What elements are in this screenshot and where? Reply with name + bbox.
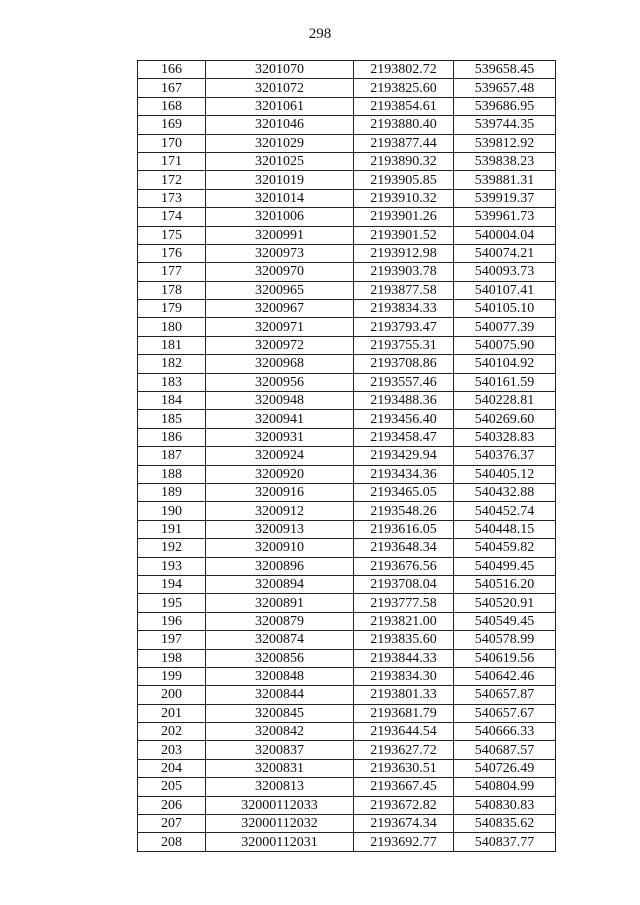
y-coordinate-cell: 539657.48 [454, 79, 556, 97]
table-row [138, 208, 556, 226]
point-id-cell: 3201072 [206, 79, 354, 97]
table-row [138, 612, 556, 630]
point-id-cell: 3200971 [206, 318, 354, 336]
y-coordinate-cell: 540074.21 [454, 244, 556, 262]
row-number-cell: 179 [138, 300, 206, 318]
point-id-cell: 3201061 [206, 97, 354, 115]
y-coordinate-cell: 540578.99 [454, 631, 556, 649]
point-id-cell: 32000112031 [206, 833, 354, 851]
point-id-cell: 3200856 [206, 649, 354, 667]
y-coordinate-cell: 540432.88 [454, 483, 556, 501]
row-number-cell: 204 [138, 759, 206, 777]
x-coordinate-cell: 2193667.45 [354, 778, 454, 796]
point-id-cell: 3201070 [206, 61, 354, 79]
row-number-cell: 189 [138, 483, 206, 501]
row-number-cell: 192 [138, 539, 206, 557]
x-coordinate-cell: 2193903.78 [354, 263, 454, 281]
table-row [138, 759, 556, 777]
point-id-cell: 3200948 [206, 392, 354, 410]
table-row [138, 318, 556, 336]
y-coordinate-cell: 540107.41 [454, 281, 556, 299]
row-number-cell: 200 [138, 686, 206, 704]
point-id-cell: 3200991 [206, 226, 354, 244]
table-row [138, 263, 556, 281]
x-coordinate-cell: 2193456.40 [354, 410, 454, 428]
y-coordinate-cell: 540726.49 [454, 759, 556, 777]
y-coordinate-cell: 540376.37 [454, 447, 556, 465]
point-id-cell: 3200913 [206, 520, 354, 538]
point-id-cell: 3201046 [206, 116, 354, 134]
point-id-cell: 3200973 [206, 244, 354, 262]
x-coordinate-cell: 2193877.44 [354, 134, 454, 152]
y-coordinate-cell: 540837.77 [454, 833, 556, 851]
table-row [138, 557, 556, 575]
row-number-cell: 199 [138, 667, 206, 685]
x-coordinate-cell: 2193825.60 [354, 79, 454, 97]
table-row [138, 447, 556, 465]
y-coordinate-cell: 540835.62 [454, 815, 556, 833]
x-coordinate-cell: 2193708.86 [354, 355, 454, 373]
y-coordinate-cell: 540093.73 [454, 263, 556, 281]
y-coordinate-cell: 540077.39 [454, 318, 556, 336]
row-number-cell: 188 [138, 465, 206, 483]
y-coordinate-cell: 540328.83 [454, 428, 556, 446]
x-coordinate-cell: 2193676.56 [354, 557, 454, 575]
table-row [138, 61, 556, 79]
y-coordinate-cell: 540804.99 [454, 778, 556, 796]
x-coordinate-cell: 2193630.51 [354, 759, 454, 777]
table-row [138, 502, 556, 520]
point-id-cell: 3200956 [206, 373, 354, 391]
row-number-cell: 173 [138, 189, 206, 207]
row-number-cell: 198 [138, 649, 206, 667]
point-id-cell: 3200874 [206, 631, 354, 649]
y-coordinate-cell: 539658.45 [454, 61, 556, 79]
table-row [138, 244, 556, 262]
table-row [138, 723, 556, 741]
table-row [138, 704, 556, 722]
table-row [138, 631, 556, 649]
point-id-cell: 3201014 [206, 189, 354, 207]
x-coordinate-cell: 2193821.00 [354, 612, 454, 630]
table-row [138, 815, 556, 833]
row-number-cell: 177 [138, 263, 206, 281]
y-coordinate-cell: 540657.67 [454, 704, 556, 722]
y-coordinate-cell: 540830.83 [454, 796, 556, 814]
row-number-cell: 202 [138, 723, 206, 741]
row-number-cell: 181 [138, 336, 206, 354]
row-number-cell: 205 [138, 778, 206, 796]
table-row [138, 171, 556, 189]
y-coordinate-cell: 540687.57 [454, 741, 556, 759]
table-row [138, 189, 556, 207]
point-id-cell: 3200920 [206, 465, 354, 483]
x-coordinate-cell: 2193627.72 [354, 741, 454, 759]
y-coordinate-cell: 540459.82 [454, 539, 556, 557]
row-number-cell: 178 [138, 281, 206, 299]
y-coordinate-cell: 539838.23 [454, 152, 556, 170]
point-id-cell: 3200924 [206, 447, 354, 465]
x-coordinate-cell: 2193835.60 [354, 631, 454, 649]
table-row [138, 833, 556, 851]
x-coordinate-cell: 2193458.47 [354, 428, 454, 446]
point-id-cell: 3200891 [206, 594, 354, 612]
row-number-cell: 191 [138, 520, 206, 538]
x-coordinate-cell: 2193801.33 [354, 686, 454, 704]
row-number-cell: 193 [138, 557, 206, 575]
table-row [138, 575, 556, 593]
point-id-cell: 3200842 [206, 723, 354, 741]
row-number-cell: 167 [138, 79, 206, 97]
point-id-cell: 3200967 [206, 300, 354, 318]
y-coordinate-cell: 540619.56 [454, 649, 556, 667]
row-number-cell: 176 [138, 244, 206, 262]
x-coordinate-cell: 2193674.34 [354, 815, 454, 833]
x-coordinate-cell: 2193557.46 [354, 373, 454, 391]
x-coordinate-cell: 2193880.40 [354, 116, 454, 134]
row-number-cell: 206 [138, 796, 206, 814]
y-coordinate-cell: 540657.87 [454, 686, 556, 704]
table-row [138, 428, 556, 446]
table-row [138, 778, 556, 796]
y-coordinate-cell: 540516.20 [454, 575, 556, 593]
x-coordinate-cell: 2193905.85 [354, 171, 454, 189]
table-row [138, 116, 556, 134]
point-id-cell: 3200916 [206, 483, 354, 501]
y-coordinate-cell: 540004.04 [454, 226, 556, 244]
x-coordinate-cell: 2193488.36 [354, 392, 454, 410]
x-coordinate-cell: 2193548.26 [354, 502, 454, 520]
x-coordinate-cell: 2193844.33 [354, 649, 454, 667]
y-coordinate-cell: 540549.45 [454, 612, 556, 630]
y-coordinate-cell: 539812.92 [454, 134, 556, 152]
row-number-cell: 171 [138, 152, 206, 170]
row-number-cell: 168 [138, 97, 206, 115]
table-row [138, 355, 556, 373]
point-id-cell: 3201025 [206, 152, 354, 170]
y-coordinate-cell: 540105.10 [454, 300, 556, 318]
point-id-cell: 3200970 [206, 263, 354, 281]
table-row [138, 373, 556, 391]
y-coordinate-cell: 539961.73 [454, 208, 556, 226]
y-coordinate-cell: 540405.12 [454, 465, 556, 483]
y-coordinate-cell: 540499.45 [454, 557, 556, 575]
row-number-cell: 207 [138, 815, 206, 833]
x-coordinate-cell: 2193912.98 [354, 244, 454, 262]
x-coordinate-cell: 2193854.61 [354, 97, 454, 115]
point-id-cell: 3200931 [206, 428, 354, 446]
row-number-cell: 203 [138, 741, 206, 759]
point-id-cell: 3200813 [206, 778, 354, 796]
row-number-cell: 170 [138, 134, 206, 152]
point-id-cell: 3200968 [206, 355, 354, 373]
point-id-cell: 3200848 [206, 667, 354, 685]
x-coordinate-cell: 2193802.72 [354, 61, 454, 79]
point-id-cell: 32000112033 [206, 796, 354, 814]
x-coordinate-cell: 2193672.82 [354, 796, 454, 814]
row-number-cell: 172 [138, 171, 206, 189]
table-row [138, 300, 556, 318]
x-coordinate-cell: 2193777.58 [354, 594, 454, 612]
x-coordinate-cell: 2193434.36 [354, 465, 454, 483]
page-number: 298 [308, 26, 332, 42]
table-row [138, 520, 556, 538]
table-row [138, 97, 556, 115]
row-number-cell: 169 [138, 116, 206, 134]
table-row [138, 281, 556, 299]
x-coordinate-cell: 2193465.05 [354, 483, 454, 501]
row-number-cell: 201 [138, 704, 206, 722]
y-coordinate-cell: 540452.74 [454, 502, 556, 520]
x-coordinate-cell: 2193644.54 [354, 723, 454, 741]
y-coordinate-cell: 539686.95 [454, 97, 556, 115]
point-id-cell: 3200837 [206, 741, 354, 759]
x-coordinate-cell: 2193681.79 [354, 704, 454, 722]
y-coordinate-cell: 540075.90 [454, 336, 556, 354]
y-coordinate-cell: 540448.15 [454, 520, 556, 538]
point-id-cell: 3200845 [206, 704, 354, 722]
x-coordinate-cell: 2193616.05 [354, 520, 454, 538]
point-id-cell: 3201006 [206, 208, 354, 226]
y-coordinate-cell: 540161.59 [454, 373, 556, 391]
point-id-cell: 3200896 [206, 557, 354, 575]
table-row [138, 226, 556, 244]
coordinates-table [137, 60, 556, 852]
table-row [138, 392, 556, 410]
y-coordinate-cell: 540269.60 [454, 410, 556, 428]
x-coordinate-cell: 2193890.32 [354, 152, 454, 170]
row-number-cell: 187 [138, 447, 206, 465]
point-id-cell: 3200894 [206, 575, 354, 593]
x-coordinate-cell: 2193834.30 [354, 667, 454, 685]
y-coordinate-cell: 539881.31 [454, 171, 556, 189]
row-number-cell: 175 [138, 226, 206, 244]
point-id-cell: 3200941 [206, 410, 354, 428]
point-id-cell: 3200972 [206, 336, 354, 354]
point-id-cell: 3200831 [206, 759, 354, 777]
table-row [138, 686, 556, 704]
point-id-cell: 3200844 [206, 686, 354, 704]
x-coordinate-cell: 2193708.04 [354, 575, 454, 593]
point-id-cell: 3201029 [206, 134, 354, 152]
row-number-cell: 194 [138, 575, 206, 593]
table-row [138, 410, 556, 428]
y-coordinate-cell: 539744.35 [454, 116, 556, 134]
y-coordinate-cell: 540104.92 [454, 355, 556, 373]
table-row [138, 539, 556, 557]
x-coordinate-cell: 2193755.31 [354, 336, 454, 354]
point-id-cell: 3200965 [206, 281, 354, 299]
coordinates-table-body [138, 61, 556, 852]
row-number-cell: 182 [138, 355, 206, 373]
x-coordinate-cell: 2193901.26 [354, 208, 454, 226]
x-coordinate-cell: 2193834.33 [354, 300, 454, 318]
y-coordinate-cell: 540228.81 [454, 392, 556, 410]
row-number-cell: 183 [138, 373, 206, 391]
table-row [138, 796, 556, 814]
row-number-cell: 196 [138, 612, 206, 630]
x-coordinate-cell: 2193910.32 [354, 189, 454, 207]
row-number-cell: 190 [138, 502, 206, 520]
y-coordinate-cell: 540520.91 [454, 594, 556, 612]
x-coordinate-cell: 2193877.58 [354, 281, 454, 299]
x-coordinate-cell: 2193793.47 [354, 318, 454, 336]
row-number-cell: 197 [138, 631, 206, 649]
row-number-cell: 185 [138, 410, 206, 428]
row-number-cell: 184 [138, 392, 206, 410]
y-coordinate-cell: 539919.37 [454, 189, 556, 207]
row-number-cell: 208 [138, 833, 206, 851]
row-number-cell: 174 [138, 208, 206, 226]
table-row [138, 741, 556, 759]
point-id-cell: 3200879 [206, 612, 354, 630]
x-coordinate-cell: 2193901.52 [354, 226, 454, 244]
table-row [138, 465, 556, 483]
point-id-cell: 3200910 [206, 539, 354, 557]
table-row [138, 483, 556, 501]
point-id-cell: 3201019 [206, 171, 354, 189]
point-id-cell: 32000112032 [206, 815, 354, 833]
table-row [138, 79, 556, 97]
y-coordinate-cell: 540666.33 [454, 723, 556, 741]
table-row [138, 134, 556, 152]
table-row [138, 336, 556, 354]
table-row [138, 667, 556, 685]
table-row [138, 152, 556, 170]
row-number-cell: 166 [138, 61, 206, 79]
x-coordinate-cell: 2193692.77 [354, 833, 454, 851]
row-number-cell: 186 [138, 428, 206, 446]
table-row [138, 649, 556, 667]
x-coordinate-cell: 2193648.34 [354, 539, 454, 557]
x-coordinate-cell: 2193429.94 [354, 447, 454, 465]
row-number-cell: 195 [138, 594, 206, 612]
point-id-cell: 3200912 [206, 502, 354, 520]
y-coordinate-cell: 540642.46 [454, 667, 556, 685]
table-row [138, 594, 556, 612]
row-number-cell: 180 [138, 318, 206, 336]
